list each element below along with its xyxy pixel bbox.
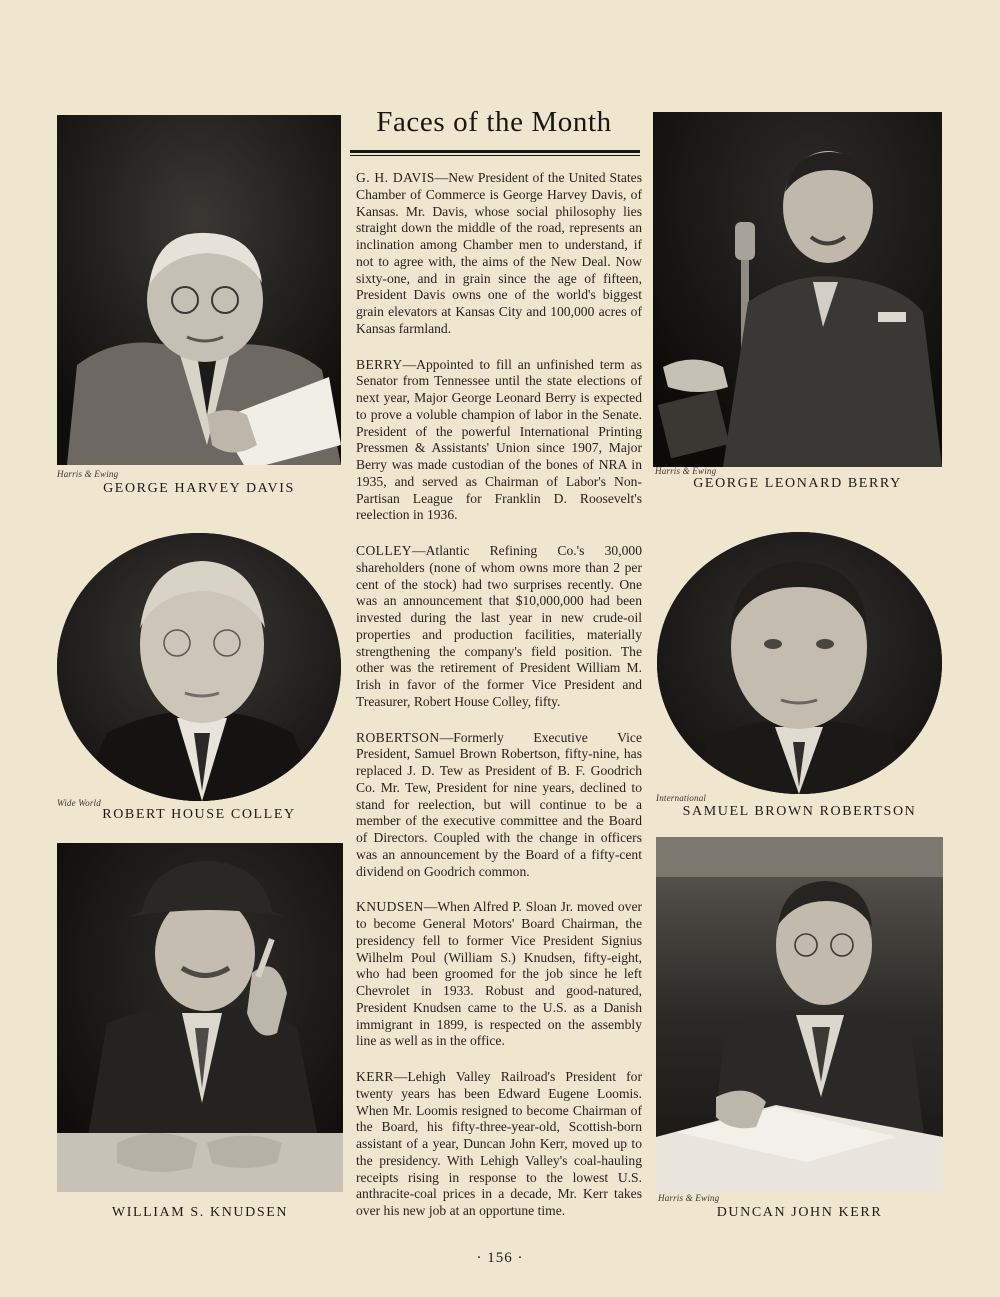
portrait-caption: GEORGE HARVEY DAVIS (103, 481, 295, 496)
paragraph-lead: KNUDSEN (356, 899, 424, 915)
portrait-caption: ROBERT HOUSE COLLEY (102, 807, 296, 822)
portrait-photo-colley (57, 533, 341, 801)
portrait-caption: GEORGE LEONARD BERRY (693, 476, 902, 491)
photo-credit: Harris & Ewing (658, 1193, 720, 1203)
article-paragraph (356, 1069, 642, 1220)
paragraph-text: —When Alfred P. Sloan Jr. moved over to become General Motors' Board Chairman, the presidency fell to former Vice President Signius Wilhelm Poul (William S.) Knudsen, fifty-eight, who had been groomed for the job since he left Chevrolet in 1933. Robust and good-natured, President Knudsen came to the U.S. as a Danish immigrant in 1899, is respected on the assembly line as well as in the office. (356, 899, 642, 1049)
portrait-photo-berry (653, 112, 942, 467)
paragraph-lead: BERRY (356, 356, 403, 372)
paragraph-lead: G. H. DAVIS (356, 170, 435, 185)
paragraph-text: —Appointed to fill an unfinished term as Senator from Tennessee until the state elections of next year, Major George Leonard Berry is expected to prove a voluble champion of labor in the Senate. President of the powerful International Printing Pressmen & Assistants' Union since 1907, Major Berry was made custodian of the bones of NRA in 1935, and served as Chairman of Labor's Non-Partisan League for Franklin D. Roosevelt's reelection in 1936. (356, 356, 642, 523)
portrait-caption: DUNCAN JOHN KERR (716, 1205, 883, 1220)
paragraph-text: —Lehigh Valley Railroad's President for twenty years has been Edward Eugene Loomis. When Mr. Loomis resigned to become Chairman of the Board, his fifty-three-year-old, Scottish-born assistant of a year, Duncan John Kerr, moved up to the presidency. With Lehigh Valley's coal-hauling receipts rising in response to the lowest U.S. anthracite-coal prices in a decade, Mr. Kerr takes over his new job at an opportune time. (356, 1069, 642, 1218)
photo-credit: Harris & Ewing (655, 466, 717, 476)
photo-credit: Wide World (57, 798, 101, 808)
article-paragraph (356, 899, 642, 1050)
page-title: Faces of the Month (376, 106, 612, 138)
portrait-photo-kerr (656, 837, 943, 1192)
portrait-caption: SAMUEL BROWN ROBERTSON (682, 804, 917, 819)
article-paragraph (356, 730, 642, 881)
paragraph-text: —Atlantic Refining Co.'s 30,000 shareholders (none of whom owns more than 2 per cent of the stock) had two surprises recently. One was an announcement that $10,000,000 had been invested during the last year in new crude-oil properties and production facilities, materially strengthening the company's field position. The other was the retirement of President William M. Irish in favor of the former Vice President and Treasurer, Robert House Colley, fifty. (356, 543, 642, 709)
paragraph-lead: ROBERTSON (356, 729, 440, 745)
paragraph-lead: KERR (356, 1069, 394, 1084)
portrait-photo-davis (57, 115, 341, 465)
article-column (356, 170, 642, 1239)
portrait-photo-robertson (657, 532, 942, 794)
article-paragraph (356, 543, 642, 711)
article-paragraph (356, 357, 642, 525)
title-rule (350, 150, 640, 153)
paragraph-text: —Formerly Executive Vice President, Samuel Brown Robertson, fifty-nine, has replaced J. D. Tew as President of B. F. Goodrich Co. Mr. Tew, President for nine years, declined to stand for reelection, but will continue to be a member of the executive committee and the Board of Directors. Coupled with the change in officers was an announcement by the Board of a fifty-cent dividend on Goodrich common. (356, 729, 642, 879)
photo-credit: Harris & Ewing (57, 469, 119, 479)
paragraph-text: —New President of the United States Chamber of Commerce is George Harvey Davis, of Kansas. Mr. Davis, whose social philosophy lies straight down the middle of the road, represents an inclination among Chamber men to understand, if not to agree with, the aims of the New Deal. Now sixty-one, and in grain since the age of fifteen, President Davis owns one of the world's biggest grain elevators at Kansas City and 100,000 acres of Kansas farmland. (356, 170, 642, 336)
page-number: · 156 · (476, 1250, 524, 1266)
title-rule (350, 155, 640, 156)
article-paragraph (356, 170, 642, 338)
portrait-caption: WILLIAM S. KNUDSEN (111, 1205, 289, 1220)
portrait-photo-knudsen (57, 843, 343, 1192)
photo-credit: International (656, 793, 707, 803)
paragraph-lead: COLLEY (356, 543, 413, 558)
